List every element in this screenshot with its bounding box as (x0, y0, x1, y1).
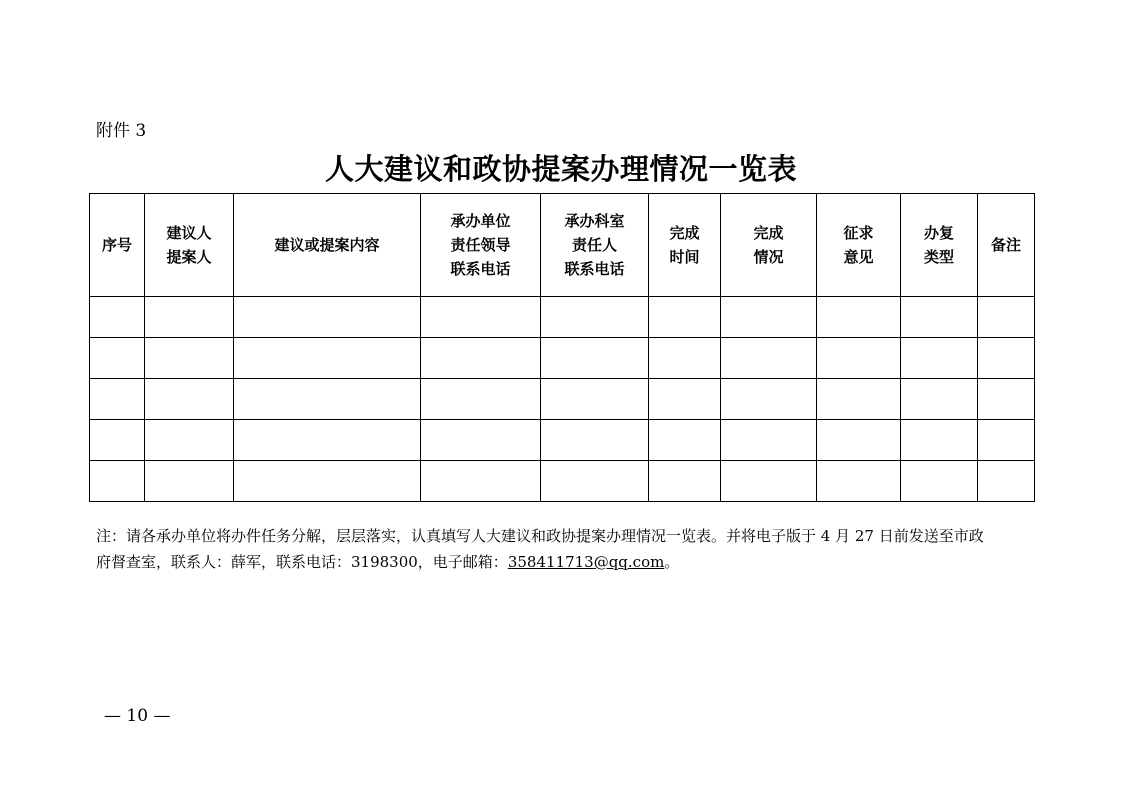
table-cell (901, 461, 978, 502)
header-completion-status: 完成 情况 (721, 194, 817, 297)
table-cell (145, 338, 234, 379)
table-cell (901, 338, 978, 379)
page-title: 人大建议和政协提案办理情况一览表 (324, 152, 797, 186)
table-cell (817, 338, 901, 379)
table-cell (721, 420, 817, 461)
note-contact: 府督查室，联系人：薛军，联系电话：3198300，电子邮箱： (96, 553, 508, 571)
note-text (96, 523, 1036, 575)
table-row (90, 461, 1035, 502)
table-body (90, 297, 1035, 502)
table-cell (649, 338, 721, 379)
table-row (90, 338, 1035, 379)
table-cell (145, 297, 234, 338)
table-row (90, 297, 1035, 338)
table-row (90, 420, 1035, 461)
status-table (89, 193, 1035, 502)
table-cell (649, 461, 721, 502)
table-cell (978, 297, 1035, 338)
table-cell (90, 379, 145, 420)
table-cell (234, 379, 421, 420)
table-cell (541, 420, 649, 461)
header-proposal-content: 建议或提案内容 (234, 194, 421, 297)
table-cell (90, 338, 145, 379)
table-cell (901, 297, 978, 338)
table-cell (721, 379, 817, 420)
table-cell (234, 461, 421, 502)
header-proposer: 建议人 提案人 (145, 194, 234, 297)
table-cell (541, 379, 649, 420)
table-cell (649, 297, 721, 338)
table-cell (978, 461, 1035, 502)
table-cell (721, 338, 817, 379)
header-completion-time: 完成 时间 (649, 194, 721, 297)
table-cell (145, 379, 234, 420)
table-cell (721, 297, 817, 338)
note-line: 注：请各承办单位将办件任务分解，层层落实，认真填写人大建议和政协提案办理情况一览表。并将电子版于 4 月 27 日前发送至市政 (96, 527, 984, 545)
table-cell (817, 297, 901, 338)
table-cell (541, 297, 649, 338)
table-cell (90, 461, 145, 502)
header-remarks: 备注 (978, 194, 1035, 297)
note-end-mark: 。 (664, 553, 680, 571)
header-solicited-opinion: 征求 意见 (817, 194, 901, 297)
table-cell (978, 420, 1035, 461)
table-cell (421, 420, 541, 461)
table-cell (421, 461, 541, 502)
table-cell (901, 420, 978, 461)
table-cell (541, 461, 649, 502)
attachment-label: 附件 3 (96, 121, 147, 141)
table-cell (90, 420, 145, 461)
table-cell (721, 461, 817, 502)
header-reply-type: 办复 类型 (901, 194, 978, 297)
table-cell (817, 420, 901, 461)
table-cell (541, 338, 649, 379)
page-number: — 10 — (104, 706, 171, 726)
table-cell (901, 379, 978, 420)
table-cell (421, 297, 541, 338)
table-cell (978, 379, 1035, 420)
header-handling-unit: 承办单位 责任领导 联系电话 (421, 194, 541, 297)
table-cell (649, 420, 721, 461)
table-cell (978, 338, 1035, 379)
table-cell (90, 297, 145, 338)
table-cell (421, 379, 541, 420)
table-cell (234, 297, 421, 338)
header-handling-section: 承办科室 责任人 联系电话 (541, 194, 649, 297)
table-header-row (90, 194, 1035, 297)
table-cell (817, 461, 901, 502)
table-row (90, 379, 1035, 420)
note-line (96, 549, 1036, 575)
table-cell (649, 379, 721, 420)
table-cell (234, 420, 421, 461)
header-serial-number: 序号 (90, 194, 145, 297)
table-cell (234, 338, 421, 379)
table-cell (817, 379, 901, 420)
table-cell (421, 338, 541, 379)
table-cell (145, 461, 234, 502)
table-cell (145, 420, 234, 461)
email-link[interactable]: 358411713@qq.com (507, 553, 665, 571)
